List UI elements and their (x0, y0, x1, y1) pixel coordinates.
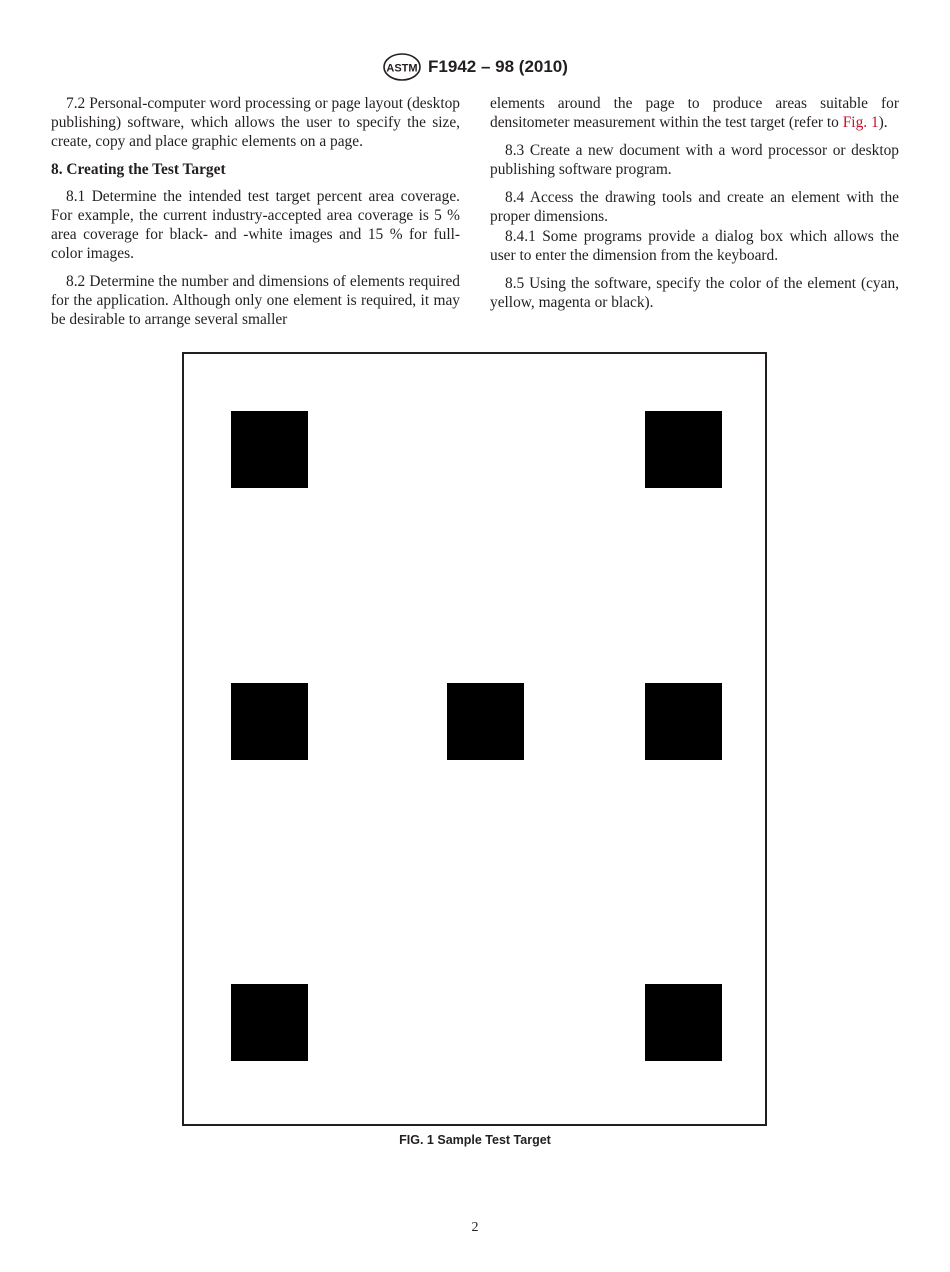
target-element-bottom-left (231, 984, 308, 1061)
paragraph-8-4-1: 8.4.1 Some programs provide a dialog box which allows the user to enter the dimension from the keyboard. (490, 228, 899, 264)
paragraph-8-3: 8.3 Create a new document with a word processor or desktop publishing software program. (490, 142, 899, 178)
left-column (51, 94, 460, 338)
paragraph-8-4: 8.4 Access the drawing tools and create an element with the proper dimensions. (490, 189, 899, 225)
paragraph-8-2: 8.2 Determine the number and dimensions of elements required for the application. Although only one element is required, it may be desirable to arrange several smaller (51, 273, 460, 328)
target-element-middle-left (231, 683, 308, 760)
paragraph-8-5: 8.5 Using the software, specify the color of the element (cyan, yellow, magenta or black). (490, 275, 899, 311)
page-header (0, 52, 950, 82)
target-element-top-right (645, 411, 722, 488)
figure-caption: FIG. 1 Sample Test Target (399, 1133, 551, 1147)
astm-logo-icon (382, 52, 422, 82)
target-element-bottom-right (645, 984, 722, 1061)
paragraph-8-2-end: ). (878, 114, 888, 131)
paragraph-8-1: 8.1 Determine the intended test target percent area coverage. For example, the current industry-accepted area coverage is 5 % area coverage for black- and -white images and 15 % for full-color images. (51, 188, 460, 262)
paragraph-8-2-text: elements around the page to produce areas suitable for densitometer measurement within the test target (refer to (490, 95, 899, 131)
sample-test-target-figure (182, 352, 767, 1126)
page-number: 2 (471, 1220, 479, 1235)
paragraph-8-2-continued (490, 94, 899, 132)
right-column (490, 94, 899, 321)
astm-logo-text: ASTM (386, 62, 418, 75)
fig-1-link[interactable]: Fig. 1 (842, 114, 879, 131)
paragraph-7-2: 7.2 Personal-computer word processing or page layout (desktop publishing) software, which allows the user to specify the size, create, copy and place graphic elements on a page. (51, 95, 460, 150)
standard-designation: F1942 – 98 (2010) (428, 57, 568, 76)
target-element-center (447, 683, 524, 760)
target-element-top-left (231, 411, 308, 488)
target-element-middle-right (645, 683, 722, 760)
section-8-heading: 8. Creating the Test Target (51, 161, 226, 178)
